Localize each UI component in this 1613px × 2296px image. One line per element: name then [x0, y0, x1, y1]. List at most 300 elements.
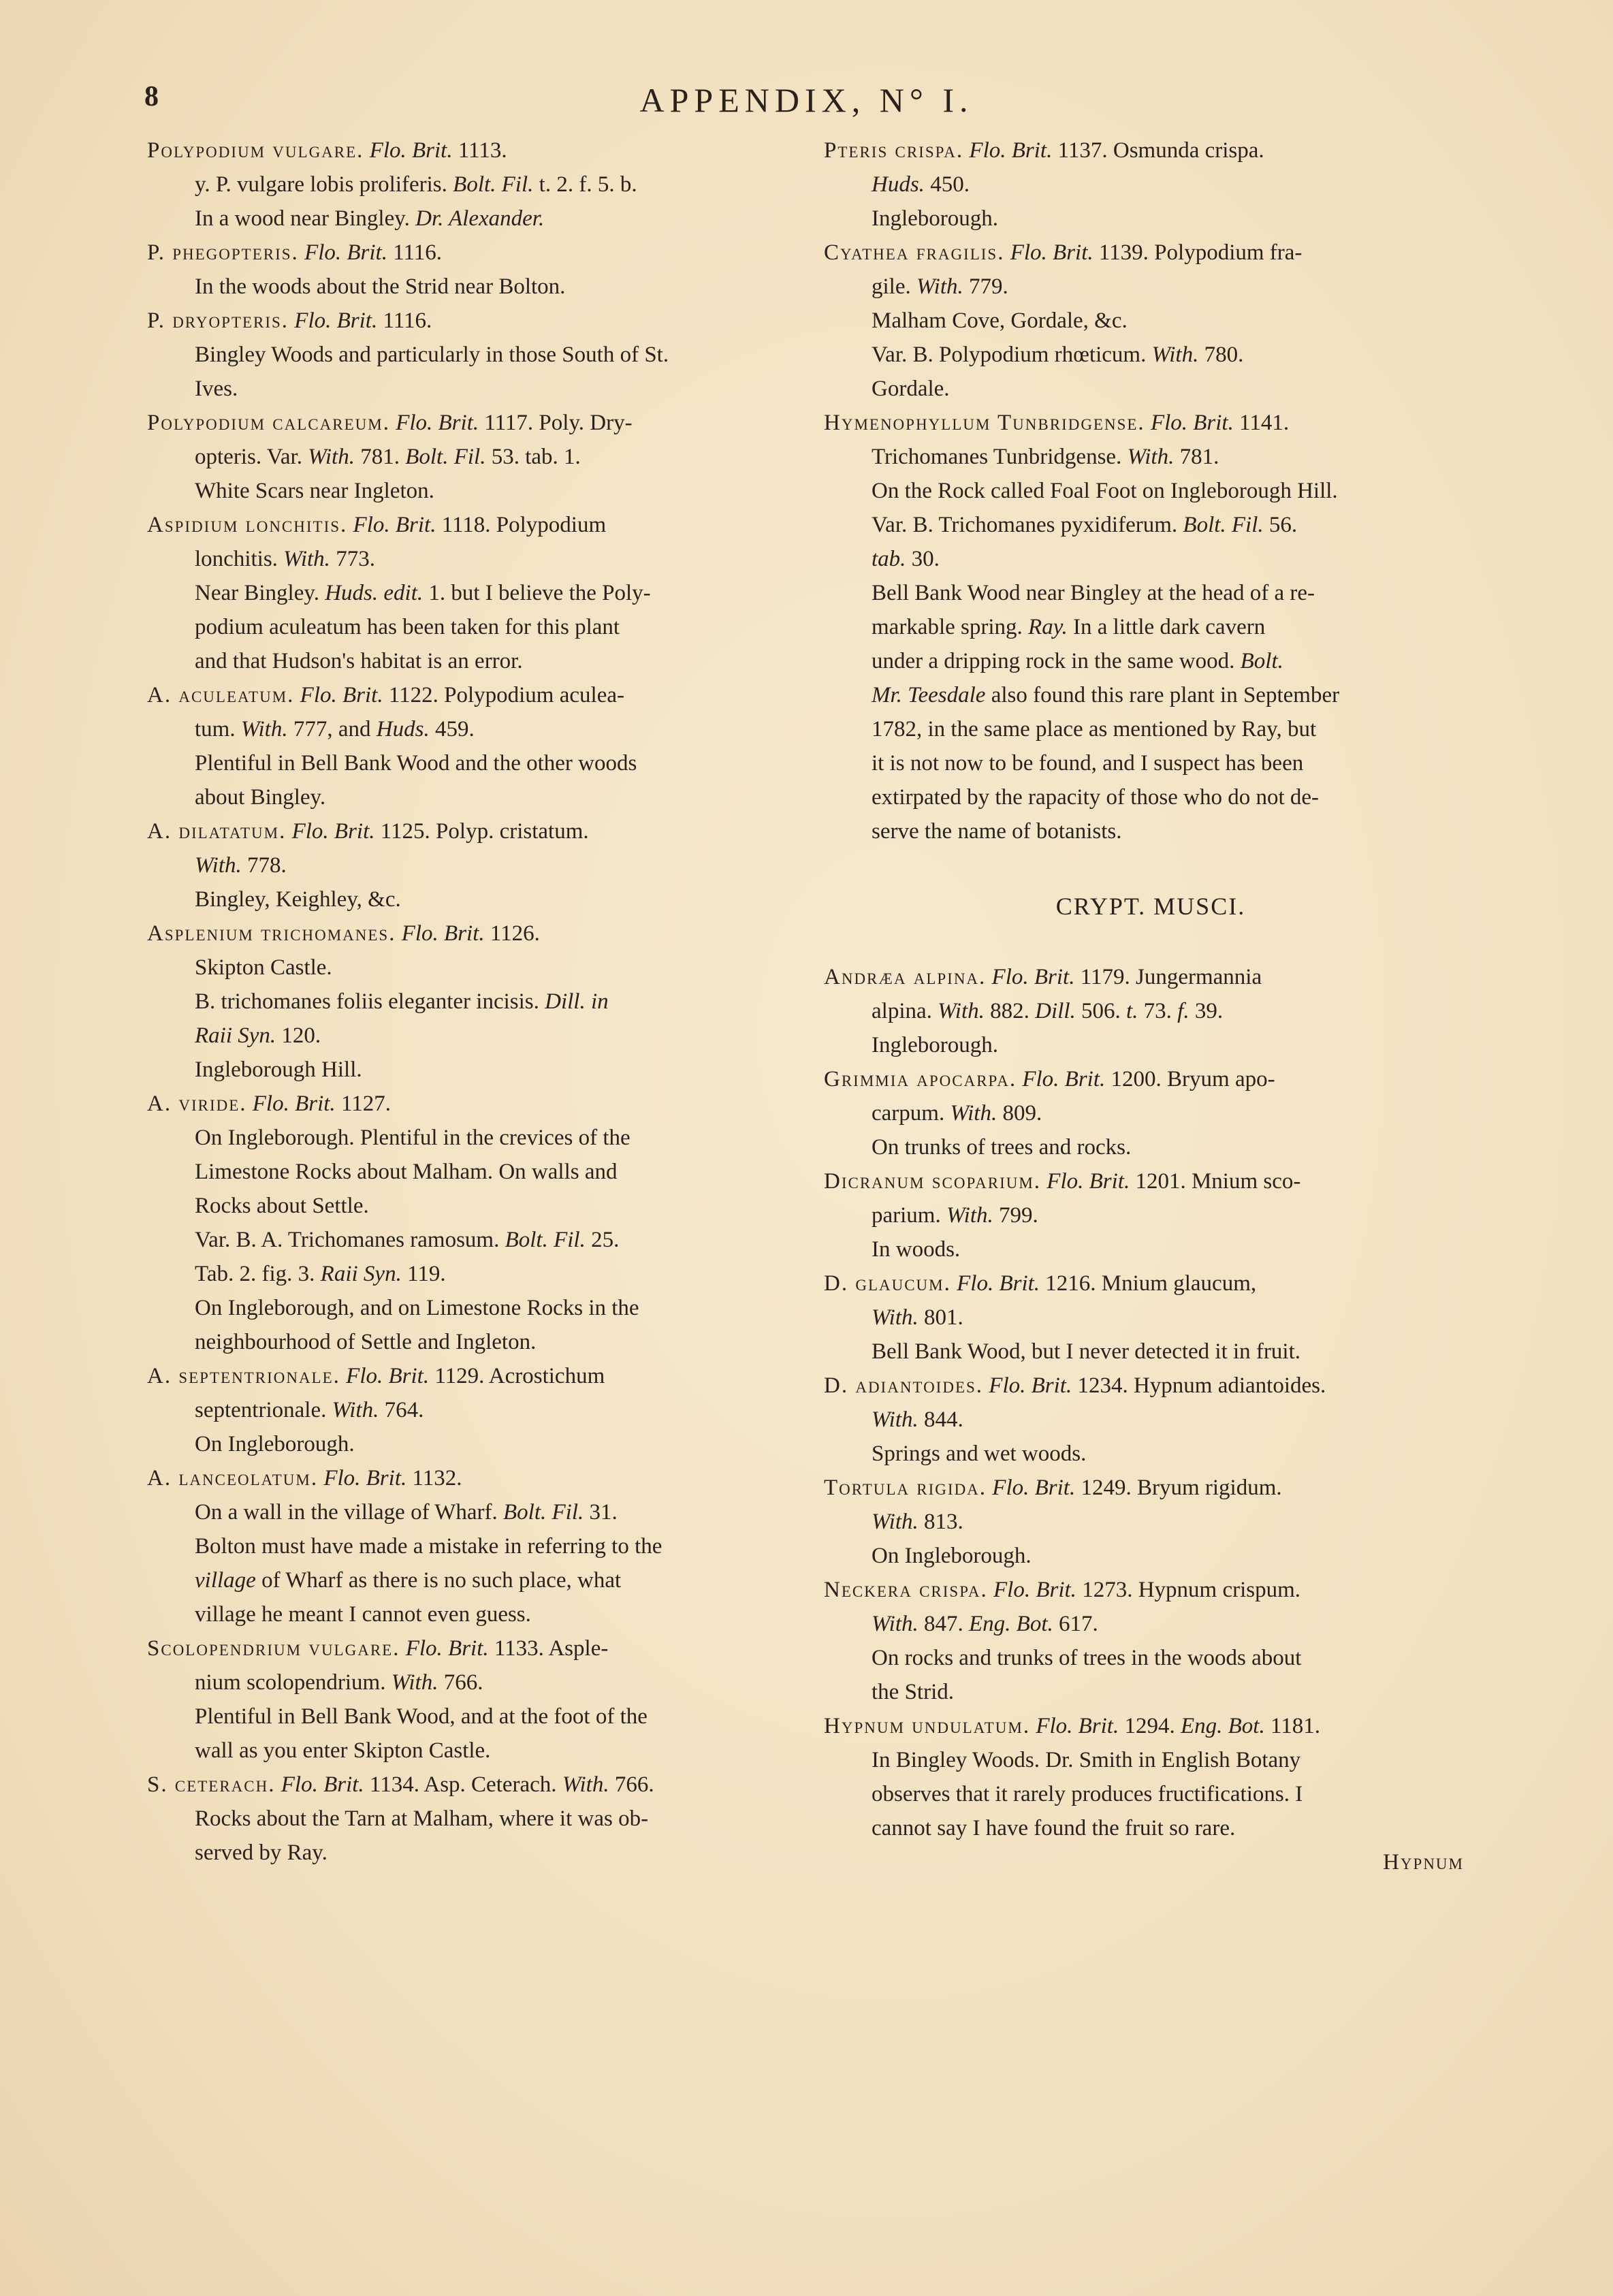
text-run: 1116. [377, 308, 432, 333]
entry [824, 1573, 1478, 1709]
text-run: 1125. Polyp. cristatum. [374, 819, 589, 844]
species-name: Hymenophyllum Tunbridgense. [824, 411, 1145, 435]
citation-text: With. [308, 445, 355, 469]
text-run: In the woods about the Strid near Bolton. [195, 274, 566, 299]
text-run: served by Ray. [195, 1840, 328, 1865]
entry-line [147, 1291, 794, 1325]
entry [824, 1164, 1478, 1266]
citation-text: With. [916, 274, 963, 299]
text-run: 1113. [452, 138, 507, 163]
citation-text: f. [1177, 999, 1189, 1023]
text-run: Malham Cove, Gordale, &c. [872, 308, 1128, 333]
entry-line [824, 1539, 1478, 1573]
text-run: Bolton must have made a mistake in referring to the [195, 1534, 662, 1559]
entry-line [824, 1403, 1478, 1437]
right-column-top [824, 133, 1478, 848]
text-run: 799. [993, 1203, 1038, 1228]
text-run: 882. [984, 999, 1036, 1023]
species-name: D. adiantoides. [824, 1373, 984, 1398]
entry-line [147, 985, 794, 1019]
entry-line [824, 1743, 1478, 1777]
entry-line [147, 1155, 794, 1189]
text-run [347, 513, 353, 537]
text-run: On a wall in the village of Wharf. [195, 1500, 503, 1525]
citation-text: Dill. [1035, 999, 1076, 1023]
entry-line [824, 1301, 1478, 1335]
left-column [147, 133, 794, 1870]
citation-text: t. [1126, 999, 1138, 1023]
text-run [1004, 240, 1010, 265]
entry-line [824, 338, 1478, 372]
entry-line [147, 168, 794, 202]
citation-text: Bolt. Fil. [453, 172, 534, 197]
text-run: 1234. Hypnum adiantoides. [1072, 1373, 1326, 1398]
citation-text: Flo. Brit. [1022, 1067, 1106, 1091]
entry [147, 236, 794, 304]
species-name: S. ceterach. [147, 1772, 276, 1797]
entry [147, 814, 794, 916]
entry [147, 1631, 794, 1768]
text-run [299, 240, 304, 265]
text-run: On Ingleborough. [195, 1432, 355, 1456]
entry-line [147, 1597, 794, 1631]
species-name: D. glaucum. [824, 1271, 951, 1296]
citation-text: Raii Syn. [320, 1262, 402, 1286]
entry-line [824, 1437, 1478, 1471]
text-run: gile. [872, 274, 916, 299]
text-run: In Bingley Woods. Dr. Smith in English Botany [872, 1748, 1301, 1772]
text-run: village he meant I cannot even guess. [195, 1602, 531, 1627]
text-run: 813. [918, 1510, 963, 1534]
citation-text: With. [872, 1305, 919, 1330]
text-run [400, 1636, 405, 1661]
text-run: 56. [1263, 513, 1298, 537]
text-run: 1216. Mnium glaucum, [1040, 1271, 1257, 1296]
entry [147, 916, 794, 1087]
entry-heading-line [824, 1266, 1478, 1301]
entry-heading-line [147, 916, 794, 951]
text-run: of Wharf as there is no such place, what [255, 1568, 622, 1593]
citation-text: Bolt. [1240, 649, 1283, 673]
citation-text: Flo. Brit. [369, 138, 453, 163]
citation-text: Eng. Bot. [1180, 1714, 1265, 1738]
citation-text: Flo. Brit. [1047, 1169, 1130, 1194]
entry-line [147, 338, 794, 372]
text-run: podium aculeatum has been taken for this plant [195, 615, 620, 639]
entry-line [824, 1198, 1478, 1232]
text-run: nium scolopendrium. [195, 1670, 392, 1695]
citation-text: Bolt. Fil. [505, 1228, 586, 1252]
species-name: Neckera crispa. [824, 1578, 988, 1602]
citation-text: With. [1127, 445, 1175, 469]
citation-text: With. [872, 1510, 919, 1534]
species-name: A. aculeatum. [147, 683, 295, 707]
text-run: 1116. [387, 240, 443, 265]
entry-heading-line [147, 508, 794, 542]
text-run: 1141. [1233, 411, 1290, 435]
text-run: 1122. Polypodium aculea- [383, 683, 624, 707]
text-run: 1132. [406, 1466, 462, 1490]
text-run: Rocks about the Tarn at Malham, where it was ob- [195, 1806, 649, 1831]
entry-line [824, 270, 1478, 304]
text-run: Var. B. A. Trichomanes ramosum. [195, 1228, 505, 1252]
entry-line [147, 1121, 794, 1155]
running-head: APPENDIX, N° I. [639, 81, 974, 119]
text-run: opteris. Var. [195, 445, 308, 469]
citation-text: Bolt. Fil. [1183, 513, 1264, 537]
species-name: Grimmia apocarpa. [824, 1067, 1017, 1091]
entry-line [147, 1529, 794, 1563]
citation-text: Flo. Brit. [1150, 411, 1234, 435]
entry-heading-line [824, 1062, 1478, 1096]
entry-line [824, 508, 1478, 542]
entry-line [824, 1232, 1478, 1266]
text-run: 1181. [1264, 1714, 1320, 1738]
text-run [294, 683, 300, 707]
text-run: 1294. [1119, 1714, 1181, 1738]
entry [147, 1087, 794, 1359]
citation-text: With. [946, 1203, 993, 1228]
entry-heading-line [824, 1709, 1478, 1743]
text-run: Var. B. Trichomanes pyxidiferum. [872, 513, 1183, 537]
text-run: the Strid. [872, 1680, 954, 1704]
text-run: On Ingleborough. Plentiful in the crevices of the [195, 1126, 630, 1150]
text-run: On Ingleborough, and on Limestone Rocks in the [195, 1296, 639, 1320]
entry-line [824, 994, 1478, 1028]
text-run: Tab. 2. fig. 3. [195, 1262, 321, 1286]
citation-text: Huds. edit. [325, 581, 424, 605]
citation-text: village [195, 1568, 256, 1593]
species-name: Cyathea fragilis. [824, 240, 1005, 265]
text-run: On rocks and trunks of trees in the woods about [872, 1646, 1302, 1670]
species-name: A. viride. [147, 1091, 247, 1116]
citation-text: Huds. [872, 172, 925, 197]
entry-heading-line [824, 406, 1478, 440]
entry [147, 508, 794, 678]
text-run: 1137. Osmunda crispa. [1052, 138, 1264, 163]
species-name: P. phegopteris. [147, 240, 299, 265]
text-run: 1273. Hypnum crispum. [1076, 1578, 1301, 1602]
citation-text: With. [240, 717, 288, 742]
citation-text: Flo. Brit. [992, 1476, 1076, 1500]
entry-line [147, 1053, 794, 1087]
entry-line [824, 1777, 1478, 1811]
entry-line [147, 1189, 794, 1223]
entry [824, 1709, 1478, 1845]
text-run: Near Bingley. [195, 581, 325, 605]
entry-line [824, 1335, 1478, 1369]
text-run: In a wood near Bingley. [195, 206, 416, 231]
text-run: 617. [1053, 1612, 1098, 1636]
entry-heading-line [824, 236, 1478, 270]
text-run: 39. [1189, 999, 1224, 1023]
text-run: Rocks about Settle. [195, 1194, 369, 1218]
citation-text: Flo. Brit. [323, 1466, 407, 1490]
text-run: 506. [1075, 999, 1126, 1023]
text-run: t. 2. f. 5. b. [533, 172, 637, 197]
text-run: extirpated by the rapacity of those who do not de- [872, 785, 1320, 810]
citation-text: Raii Syn. [195, 1023, 276, 1048]
entry-line [147, 1427, 794, 1461]
entry-line [147, 440, 794, 474]
text-run: 1782, in the same place as mentioned by Ray, but [872, 717, 1317, 742]
citation-text: Flo. Brit. [1010, 240, 1093, 265]
text-run: Springs and wet woods. [872, 1441, 1087, 1466]
species-name: Hypnum undulatum. [824, 1714, 1031, 1738]
text-run: Ingleborough. [872, 1033, 999, 1057]
entry-heading-line [824, 1369, 1478, 1403]
species-name: A. septentrionale. [147, 1364, 340, 1388]
entry [147, 1461, 794, 1631]
entry-line [824, 678, 1478, 712]
text-run [988, 1578, 993, 1602]
entry-line [147, 951, 794, 985]
entry [824, 406, 1478, 848]
text-run: 1118. Polypodium [436, 513, 607, 537]
text-run: 120. [276, 1023, 321, 1048]
entry-line [824, 372, 1478, 406]
entry-line [824, 746, 1478, 780]
entry [824, 1266, 1478, 1369]
text-run: Plentiful in Bell Bank Wood and the other woods [195, 751, 637, 776]
species-name: Asplenium trichomanes. [147, 921, 396, 946]
entry-line [824, 1096, 1478, 1130]
text-run: observes that it rarely produces fructifications. I [872, 1782, 1303, 1806]
text-run: parium. [872, 1203, 946, 1228]
citation-text: Flo. Brit. [281, 1772, 364, 1797]
text-run: 1126. [484, 921, 540, 946]
entry-line [147, 270, 794, 304]
entry-line [824, 814, 1478, 848]
text-run: In a little dark cavern [1067, 615, 1266, 639]
text-run: wall as you enter Skipton Castle. [195, 1738, 491, 1763]
text-run [286, 819, 291, 844]
entry [824, 1062, 1478, 1164]
text-run [390, 411, 396, 435]
text-run: In woods. [872, 1237, 961, 1262]
text-run: 781. [354, 445, 406, 469]
entry-heading-line [147, 304, 794, 338]
citation-text: Flo. Brit. [405, 1636, 489, 1661]
text-run: 1179. Jungermannia [1074, 965, 1262, 989]
text-run: 1127. [335, 1091, 391, 1116]
entry-line [824, 1641, 1478, 1675]
entry-line [824, 610, 1478, 644]
entry-line [147, 202, 794, 236]
species-name: Dicranum scoparium. [824, 1169, 1042, 1194]
entry-line [147, 780, 794, 814]
entry-line [147, 882, 794, 916]
entry-heading-line [147, 814, 794, 848]
text-run: 53. tab. 1. [485, 445, 581, 469]
text-run [364, 138, 369, 163]
citation-text: With. [391, 1670, 438, 1695]
text-run: 1129. Acrostichum [429, 1364, 605, 1388]
entry-heading-line [824, 1164, 1478, 1198]
citation-text: With. [1151, 342, 1199, 367]
entry-line [824, 474, 1478, 508]
entry-line [824, 304, 1478, 338]
text-run: 777, and [287, 717, 377, 742]
text-run: 1200. Bryum apo- [1105, 1067, 1275, 1091]
citation-text: Flo. Brit. [291, 819, 375, 844]
text-run: 30. [906, 547, 940, 571]
entry [147, 406, 794, 508]
citation-text: Dill. in [545, 989, 609, 1014]
text-run: serve the name of botanists. [872, 819, 1122, 844]
entry-line [147, 1019, 794, 1053]
citation-text: With. [950, 1101, 997, 1126]
text-run: 779. [963, 274, 1008, 299]
text-run: carpum. [872, 1101, 951, 1126]
citation-text: Mr. Teesdale [872, 683, 986, 707]
text-run: Plentiful in Bell Bank Wood, and at the foot of the [195, 1704, 648, 1729]
text-run: On Ingleborough. [872, 1544, 1032, 1568]
entry-line [824, 440, 1478, 474]
text-run: 781. [1174, 445, 1219, 469]
species-name: Aspidium lonchitis. [147, 513, 348, 537]
entry-line [824, 542, 1478, 576]
text-run: 119. [401, 1262, 446, 1286]
entry-heading-line [147, 1768, 794, 1802]
entry-line [147, 576, 794, 610]
entry-line [824, 780, 1478, 814]
text-run: cannot say I have found the fruit so rare. [872, 1816, 1236, 1840]
text-run: 459. [429, 717, 475, 742]
text-run: 1139. Polypodium fra- [1093, 240, 1303, 265]
text-run: about Bingley. [195, 785, 326, 810]
entry [824, 236, 1478, 406]
citation-text: Eng. Bot. [969, 1612, 1053, 1636]
entry-line [824, 576, 1478, 610]
entry-line [147, 746, 794, 780]
text-run: septentrionale. [195, 1398, 332, 1422]
text-run: 73. [1138, 999, 1178, 1023]
citation-text: Flo. Brit. [396, 411, 479, 435]
entry-line [824, 1130, 1478, 1164]
text-run: Bingley Woods and particularly in those South of St. [195, 342, 669, 367]
entry-line [147, 1802, 794, 1836]
text-run: 1133. Asple- [488, 1636, 609, 1661]
section-title: CRYPT. MUSCI. [1055, 893, 1246, 920]
citation-text: With. [938, 999, 985, 1023]
text-run: 778. [241, 853, 287, 878]
entry-line [147, 542, 794, 576]
text-run: 1249. Bryum rigidum. [1075, 1476, 1282, 1500]
text-run: 844. [918, 1407, 963, 1432]
entry-line [147, 644, 794, 678]
citation-text: Flo. Brit. [969, 138, 1053, 163]
text-run: 1201. Mnium sco- [1130, 1169, 1301, 1194]
text-run: 766. [438, 1670, 483, 1695]
citation-text: Flo. Brit. [989, 1373, 1072, 1398]
species-name: Polypodium vulgare. [147, 138, 364, 163]
citation-text: With. [332, 1398, 379, 1422]
entry-line [147, 1563, 794, 1597]
citation-text: Flo. Brit. [294, 308, 378, 333]
text-run: 450. [924, 172, 970, 197]
text-run: 764. [379, 1398, 424, 1422]
entry-line [147, 1700, 794, 1734]
text-run: Trichomanes Tunbridgense. [872, 445, 1128, 469]
text-run: under a dripping rock in the same wood. [872, 649, 1241, 673]
text-run: On the Rock called Foal Foot on Ingleborough Hill. [872, 479, 1338, 503]
text-run: Skipton Castle. [195, 955, 332, 980]
entry-heading-line [147, 1631, 794, 1665]
right-column [824, 133, 1478, 1879]
entry-heading-line [824, 133, 1478, 168]
entry-line [147, 372, 794, 406]
text-run: Ingleborough. [872, 206, 999, 231]
text-run [340, 1364, 346, 1388]
species-name: A. lanceolatum. [147, 1466, 319, 1490]
citation-text: Ray. [1028, 615, 1068, 639]
text-run: 31. [584, 1500, 618, 1525]
species-name: Scolopendrium vulgare. [147, 1636, 400, 1661]
citation-text: Flo. Brit. [1036, 1714, 1119, 1738]
citation-text: Flo. Brit. [993, 1578, 1076, 1602]
entry [147, 1768, 794, 1870]
text-run: neighbourhood of Settle and Ingleton. [195, 1330, 537, 1354]
right-column-bottom [824, 960, 1478, 1845]
citation-text: tab. [872, 547, 906, 571]
entry-heading-line [824, 1471, 1478, 1505]
entry-line [824, 1505, 1478, 1539]
citation-text: Flo. Brit. [401, 921, 485, 946]
citation-text: Flo. Brit. [353, 513, 436, 537]
entry-line [147, 1495, 794, 1529]
text-run [247, 1091, 253, 1116]
entry-heading-line [147, 236, 794, 270]
entry [147, 1359, 794, 1461]
text-run: On trunks of trees and rocks. [872, 1135, 1132, 1160]
text-run: B. trichomanes foliis eleganter incisis. [195, 989, 545, 1014]
entry-heading-line [824, 960, 1478, 994]
citation-text: Flo. Brit. [304, 240, 387, 265]
page-number: 8 [144, 81, 159, 112]
entry-line [824, 1028, 1478, 1062]
species-name: Andræa alpina. [824, 965, 987, 989]
entry-heading-line [147, 1359, 794, 1393]
citation-text: With. [562, 1772, 609, 1797]
entry-line [147, 1325, 794, 1359]
entry [147, 133, 794, 236]
citation-text: Flo. Brit. [300, 683, 383, 707]
entry-line [824, 202, 1478, 236]
entry-heading-line [147, 406, 794, 440]
text-run [986, 965, 991, 989]
entry-line [824, 1607, 1478, 1641]
entry [824, 133, 1478, 236]
text-run: lonchitis. [195, 547, 284, 571]
citation-text: Flo. Brit. [252, 1091, 336, 1116]
species-name: Pteris crispa. [824, 138, 964, 163]
text-run: 773. [330, 547, 375, 571]
text-run: 1134. Asp. Ceterach. [364, 1772, 562, 1797]
entry-line [824, 644, 1478, 678]
citation-text: Huds. [376, 717, 430, 742]
citation-text: With. [872, 1407, 919, 1432]
text-run: 801. [918, 1305, 963, 1330]
entry [147, 304, 794, 406]
entry-line [147, 712, 794, 746]
entry-heading-line [147, 1461, 794, 1495]
text-run: 809. [997, 1101, 1042, 1126]
citation-text: Flo. Brit. [991, 965, 1075, 989]
citation-text: With. [195, 853, 242, 878]
entry-line [147, 1734, 794, 1768]
entry-line [824, 1675, 1478, 1709]
